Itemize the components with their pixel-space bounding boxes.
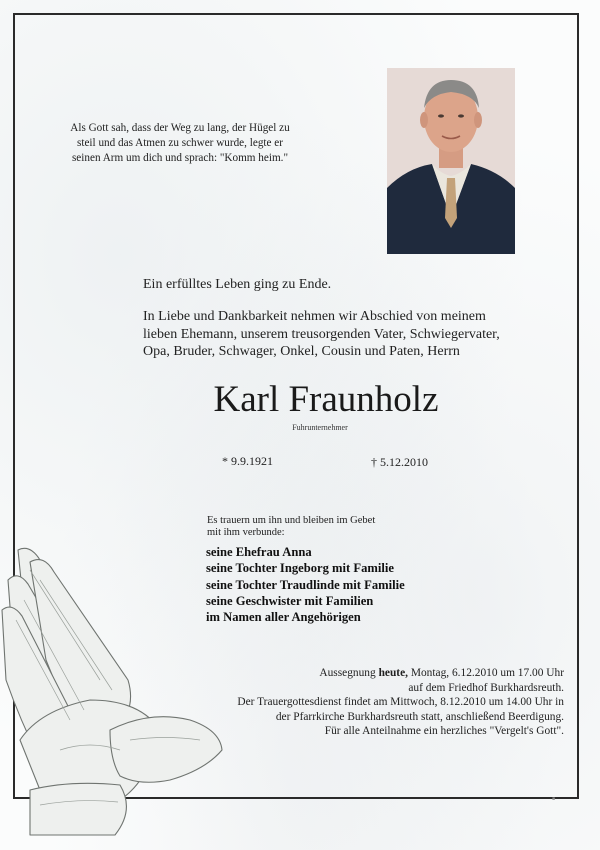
blessing-today: heute, [378,667,408,679]
blessing-line [200,666,564,681]
birth-date: * 9.9.1921 [222,454,273,468]
mourning-intro-line: Es trauern um ihn und bleiben im Gebet [207,515,376,526]
mass-line: Der Trauergottesdienst findet am Mittwoch, 8.12.2010 um 14.00 Uhr in [237,696,564,709]
quote-line: seinen Arm um dich und sprach: "Komm heim." [71,152,289,164]
quote-line: steil und das Atmen zu schwer wurde, legte er [77,137,283,149]
publisher-mark: ■ [552,796,556,802]
mourner-item: seine Ehefrau Anna [206,545,312,559]
farewell-line: In Liebe und Dankbarkeit nehmen wir Abschied von meinem [143,309,486,324]
blessing-prefix: Aussegnung [319,667,376,679]
service-details [200,666,564,739]
deceased-name: Karl Fraunholz [213,379,439,420]
farewell-paragraph [143,308,543,361]
mourners-list [206,544,405,625]
quote-line: Als Gott sah, dass der Weg zu lang, der Hügel zu [70,122,290,134]
mourner-item: im Namen aller Angehörigen [206,610,361,625]
praying-hands-icon [0,540,230,840]
death-date: † 5.12.2010 [371,455,428,469]
mourner-item: seine Tochter Traudlinde mit Familie [206,577,405,592]
mourning-intro [207,515,375,539]
blessing-time: Montag, 6.12.2010 um 17.00 Uhr [410,667,564,679]
mourner-item: seine Tochter Ingeborg mit Familie [206,561,394,576]
thanks-line: Für alle Anteilnahme ein herzliches "Vergelt's Gott". [324,725,564,738]
farewell-line: lieben Ehemann, unserem treusorgenden Vater, Schwiegervater, [143,326,500,342]
farewell-line: Opa, Bruder, Schwager, Onkel, Cousin und Paten, Herrn [143,344,460,359]
church-line: der Pfarrkirche Burkhardsreuth statt, anschließend Beerdigung. [275,710,564,723]
mourning-intro-line: mit ihm verbunde: [207,527,285,538]
cemetery-line: auf dem Friedhof Burkhardsreuth. [408,681,564,694]
deceased-occupation: Fuhrunternehmer [292,423,348,432]
mourner-item: seine Geschwister mit Familien [206,593,374,608]
memorial-quote [55,121,305,166]
portrait-photo [387,68,515,254]
intro-sentence: Ein erfülltes Leben ging zu Ende. [143,277,332,292]
